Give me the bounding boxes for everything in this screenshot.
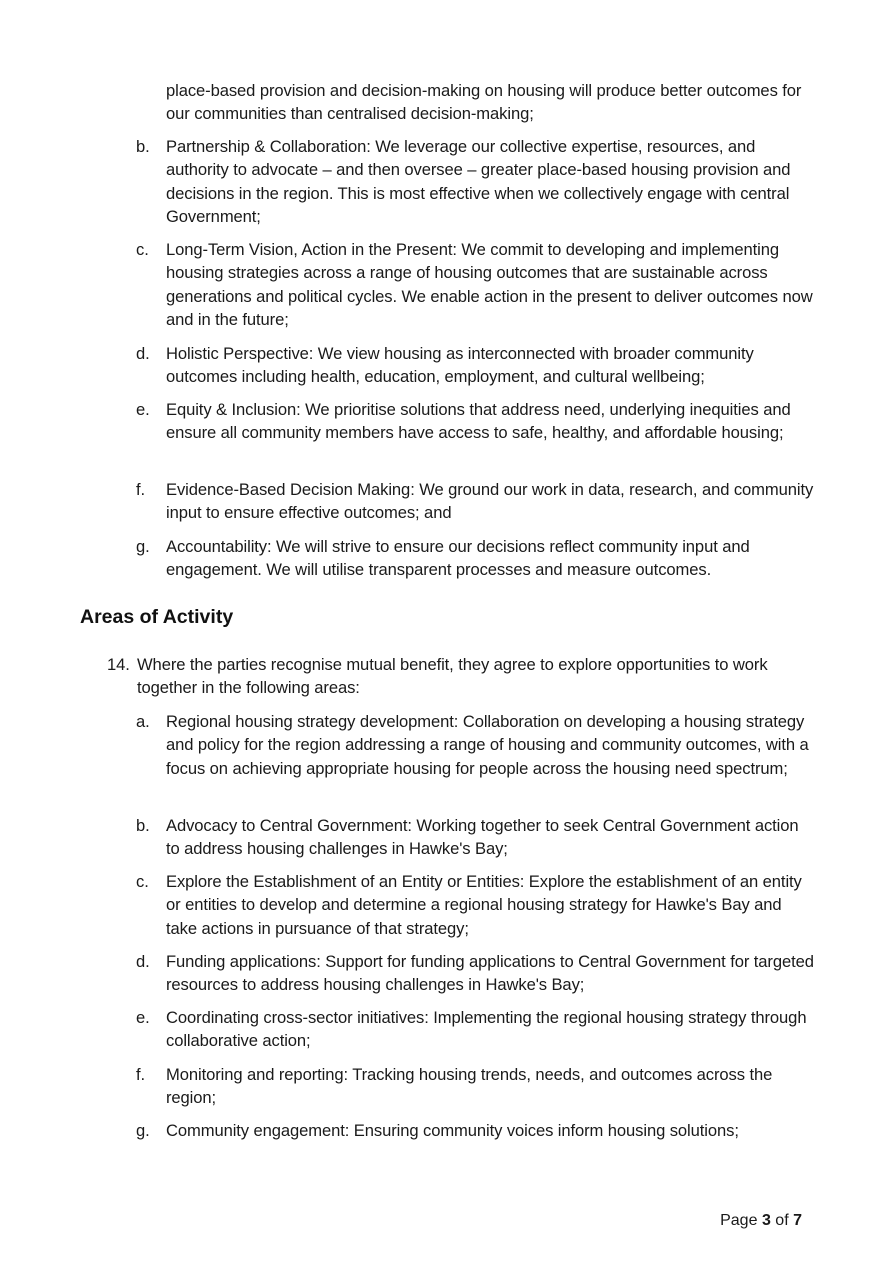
list-marker: b. (136, 137, 150, 156)
clause-14 (107, 653, 817, 700)
principle-item-g (136, 535, 816, 582)
list-item-text: Accountability: We will strive to ensure our decisions reflect community input and engagement. We will utilise transparent processes and measure outcomes. (166, 537, 750, 580)
list-marker: g. (136, 1121, 150, 1140)
list-item-text: Coordinating cross-sector initiatives: Implementing the regional housing strategy through collaborative action; (166, 1008, 807, 1051)
list-item-text: Monitoring and reporting: Tracking housing trends, needs, and outcomes across the region; (166, 1065, 773, 1108)
list-marker: f. (136, 480, 146, 499)
activity-item-f (136, 1063, 816, 1110)
list-item-text: Evidence-Based Decision Making: We ground our work in data, research, and community input to ensure effective outcomes; and (166, 480, 814, 523)
list-item-text: Long-Term Vision, Action in the Present: We commit to developing and implementing housing strategies across a range of housing outcomes that are sustainable across generations and political cycles. We enable action in the present to deliver outcomes now and in the future; (166, 240, 813, 330)
list-item-text: Advocacy to Central Government: Working together to seek Central Government action to address housing challenges in Hawke's Bay; (166, 816, 799, 859)
list-item-text: Holistic Perspective: We view housing as interconnected with broader community outcomes including health, education, employment, and cultural wellbeing; (166, 344, 754, 387)
page-total: 7 (793, 1212, 802, 1229)
clause-text: Where the parties recognise mutual benefit, they agree to explore opportunities to work together in the following areas: (137, 655, 768, 698)
list-item-text: Regional housing strategy development: Collaboration on developing a housing strategy and policy for the region addressing a range of housing and community outcomes, with a focus on achieving appropriate housing for people across the housing need spectrum; (166, 712, 809, 778)
list-item-text: Partnership & Collaboration: We leverage our collective expertise, resources, and authority to advocate – and then oversee – greater place-based housing provision and decisions in the region. This is most effective when we collectively engage with central Government; (166, 137, 791, 227)
page-footer (720, 1210, 802, 1232)
activity-item-b (136, 814, 816, 861)
list-marker: g. (136, 537, 150, 556)
activity-item-e (136, 1006, 816, 1053)
list-marker: d. (136, 344, 150, 363)
list-marker: e. (136, 400, 150, 419)
list-marker: a. (136, 712, 150, 731)
of-label: of (775, 1212, 789, 1229)
activity-item-a (136, 710, 816, 780)
activity-item-c (136, 870, 816, 940)
principle-item-d (136, 342, 816, 389)
principle-item-e (136, 398, 816, 445)
clause-number: 14. (107, 655, 130, 674)
activity-item-g (136, 1119, 816, 1142)
page-label: Page (720, 1212, 758, 1229)
list-item-text: Community engagement: Ensuring community voices inform housing solutions; (166, 1121, 739, 1140)
principle-item-b (136, 135, 816, 229)
list-marker: b. (136, 816, 150, 835)
page-current: 3 (761, 1212, 771, 1229)
continuation-paragraph: place-based provision and decision-making on housing will produce better outcomes for our communities than centralised decision-making; (166, 81, 802, 124)
list-item-text: Equity & Inclusion: We prioritise solutions that address need, underlying inequities and ensure all community members have access to safe, healthy, and affordable housing; (166, 400, 791, 443)
principle-item-f (136, 478, 816, 525)
list-item-text: Funding applications: Support for funding applications to Central Government for targeted resources to address housing challenges in Hawke's Bay; (166, 952, 814, 995)
activity-item-d (136, 950, 816, 997)
list-marker: c. (136, 872, 149, 891)
principle-item-c (136, 238, 816, 332)
list-marker: d. (136, 952, 150, 971)
list-marker: e. (136, 1008, 150, 1027)
list-marker: c. (136, 240, 149, 259)
section-heading: Areas of Activity (80, 606, 234, 628)
list-marker: f. (136, 1065, 146, 1084)
list-item-text: Explore the Establishment of an Entity or Entities: Explore the establishment of an entity or entities to develop and determine a regional housing strategy for Hawke's Bay and take actions in pursuance of that strategy; (166, 872, 802, 938)
